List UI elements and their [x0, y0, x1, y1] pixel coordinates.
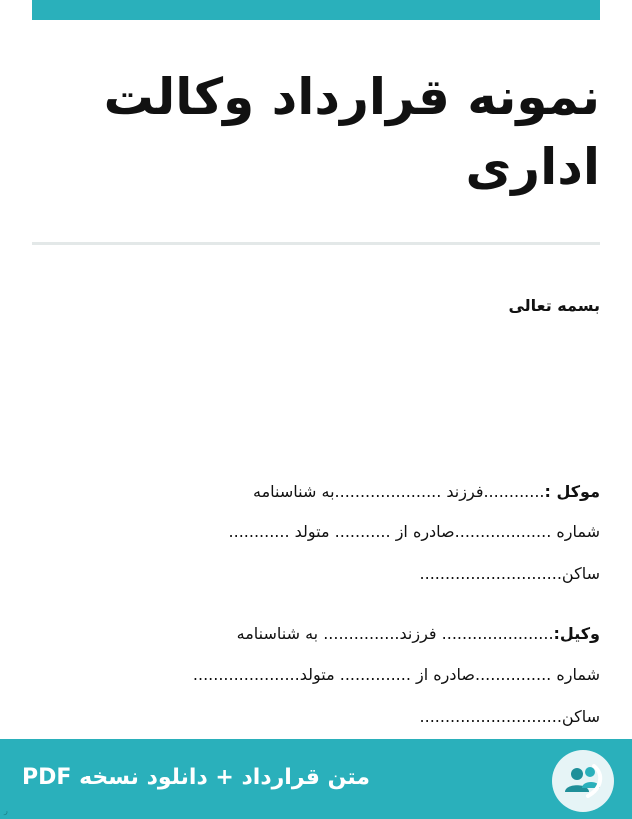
agent-label: وکیل:: [553, 624, 600, 643]
title-line-1: نمونه قرارداد وکالت: [103, 68, 600, 126]
agent-line-1: [40, 624, 600, 643]
title-line-2: اداری: [465, 138, 600, 196]
basmala-heading: بسمه تعالی: [508, 296, 600, 315]
corner-mark: ر: [4, 806, 8, 815]
title-divider: [32, 242, 600, 245]
footer-banner[interactable]: [0, 739, 632, 819]
client-line-3: ساکن............................: [419, 564, 600, 583]
footer-download-text[interactable]: متن قرارداد + دانلود نسخه PDF: [22, 765, 370, 790]
client-line-1: [40, 482, 600, 501]
users-icon: [552, 750, 614, 812]
agent-line-1-text: ...................... فرزند............... به شناسنامه: [236, 624, 554, 643]
agent-line-3: ساکن............................: [419, 707, 600, 726]
agent-line-2: شماره ...............صادره از .............. متولد.....................: [192, 665, 600, 684]
client-line-2: شماره ...................صادره از ........... متولد ............: [228, 522, 600, 541]
page-title: [40, 62, 600, 202]
client-label: موکل :: [544, 482, 600, 501]
top-accent-bar: [32, 0, 600, 20]
client-line-1-text: ............فرزند .....................به شناسنامه: [253, 482, 545, 501]
